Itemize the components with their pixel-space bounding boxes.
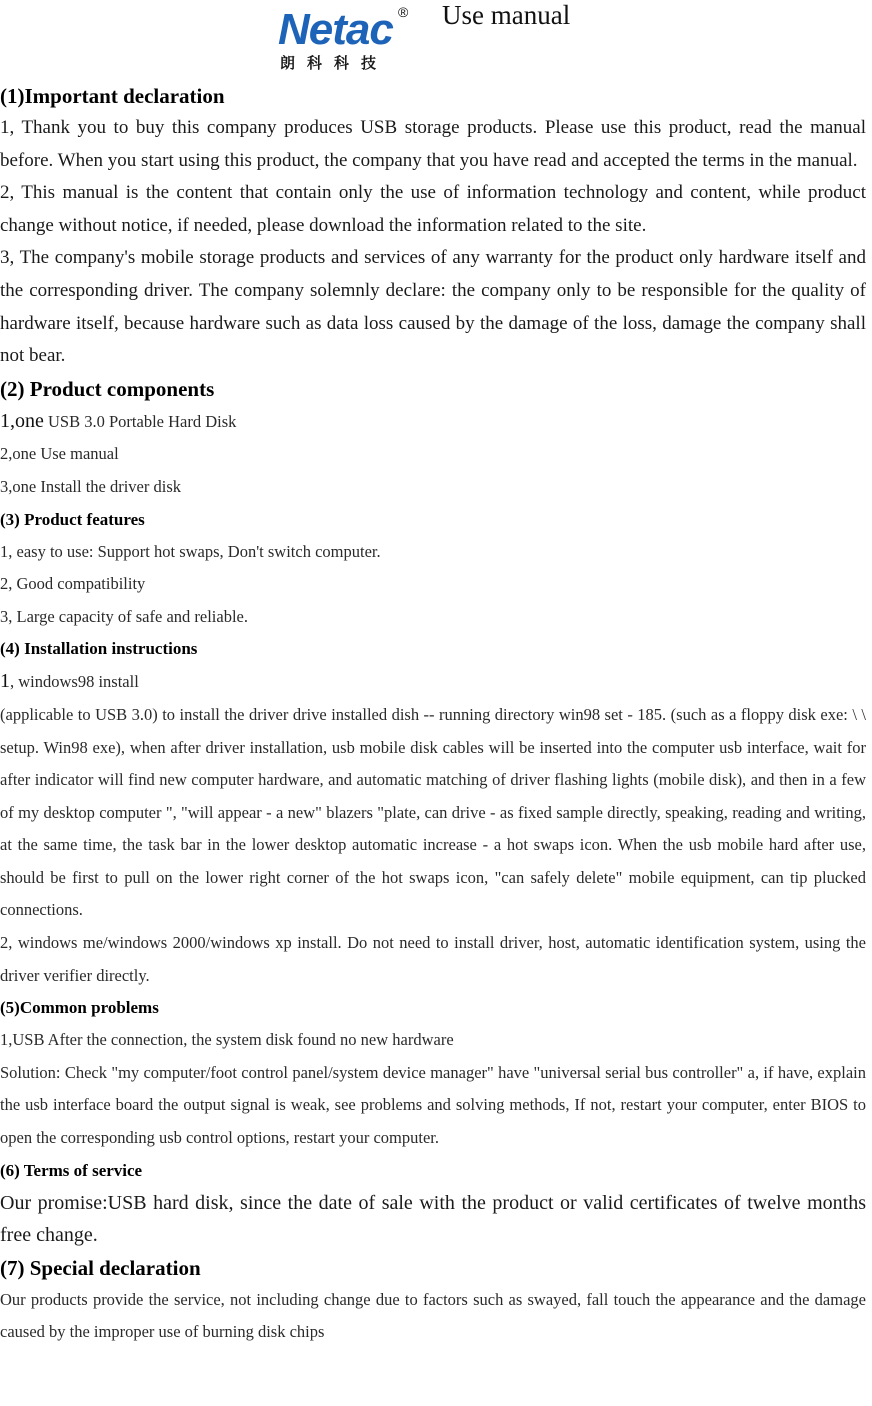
registered-mark: ®: [398, 4, 409, 20]
section-heading-problems: (5)Common problems: [0, 998, 159, 1018]
section-heading-installation: (4) Installation instructions: [0, 639, 198, 659]
terms-text: Our promise:USB hard disk, since the date of sale with the product or valid certificates of twelve months free change.: [0, 1191, 866, 1247]
installation-subheading-1-text: , windows98 install: [10, 672, 139, 692]
logo-chinese-name: 朗科科技: [280, 54, 389, 72]
feature-item-2: 2, Good compatibility: [0, 574, 146, 594]
section-heading-features: (3) Product features: [0, 509, 145, 529]
component-item-3: 3,one Install the driver disk: [0, 476, 182, 496]
problem-item-1: 1,USB After the connection, the system disk found no new hardware: [0, 1030, 454, 1050]
installation-subheading-1-number: 1: [0, 670, 10, 693]
important-paragraph-2: 2, This manual is the content that contain only the use of information technology and content, while product change without notice, if needed, please download the information related to the site.: [0, 182, 866, 236]
important-paragraph-3: 3, The company's mobile storage products and services of any warranty for the product only hardware itself and the corresponding driver. The company solemnly declare: the company only to be responsible for the quality of hardware itself, because hardware such as data loss caused by the damage of the loss, damage the company shall not bear.: [0, 247, 866, 367]
installation-subheading-1: [0, 665, 866, 699]
section-heading-special: (7) Special declaration: [0, 1255, 201, 1280]
document-title: Use manual: [442, 0, 571, 30]
installation-paragraph-2: 2, windows me/windows 2000/windows xp install. Do not need to install driver, host, automatic identification system, using the driver verifier directly.: [0, 933, 866, 985]
section-heading-components: (2) Product components: [0, 376, 215, 401]
problem-solution: Solution: Check "my computer/foot control panel/system device manager" have "universal serial bus controller" a, if have, explain the usb interface board the output signal is weak, see problems and solving methods, If not, restart your computer, enter BIOS to open the corresponding usb control options, restart your computer.: [0, 1062, 866, 1148]
section-heading-important: (1)Important declaration: [0, 84, 225, 108]
netac-logo: [278, 2, 418, 76]
manual-content: [0, 80, 866, 1349]
feature-item-1: 1, easy to use: Support hot swaps, Don't switch computer.: [0, 541, 381, 561]
component-item-2: 2,one Use manual: [0, 444, 119, 464]
component-item-1-prefix: 1,one: [0, 409, 44, 432]
section-heading-terms: (6) Terms of service: [0, 1160, 143, 1180]
installation-paragraph-1: (applicable to USB 3.0) to install the driver drive installed dish -- running directory win98 set - 185. (such as a floppy disk exe: \ \ setup. Win98 exe), when after driver installation, usb mobile disk cables will be inserted into the computer usb interface, wait for after indicator will find new computer hardware, and automatic matching of driver flashing lights (mobile disk), and then in a few of my desktop computer ", "will appear - a new" blazers "plate, can drive - as fixed sample directly, speaking, reading and writing, at the same time, the task bar in the lower desktop automatic increase - a hot swaps icon. When the usb mobile hard after use, should be first to pull on the lower right corner of the hot swaps icon, "can safely delete" mobile equipment, can tip plucked connections.: [0, 704, 866, 920]
component-item-1-text: USB 3.0 Portable Hard Disk: [43, 411, 237, 431]
important-paragraph-1: 1, Thank you to buy this company produces USB storage products. Please use this product, read the manual before. When you start using this product, the company that you have read and accepted the terms in the manual.: [0, 117, 866, 171]
page-header: [0, 0, 872, 80]
logo-wordmark: Netac: [278, 5, 393, 54]
special-text: Our products provide the service, not including change due to factors such as swayed, fall touch the appearance and the damage caused by the improper use of burning disk chips: [0, 1289, 866, 1342]
feature-item-3: 3, Large capacity of safe and reliable.: [0, 606, 248, 626]
component-item-1: [0, 405, 866, 439]
